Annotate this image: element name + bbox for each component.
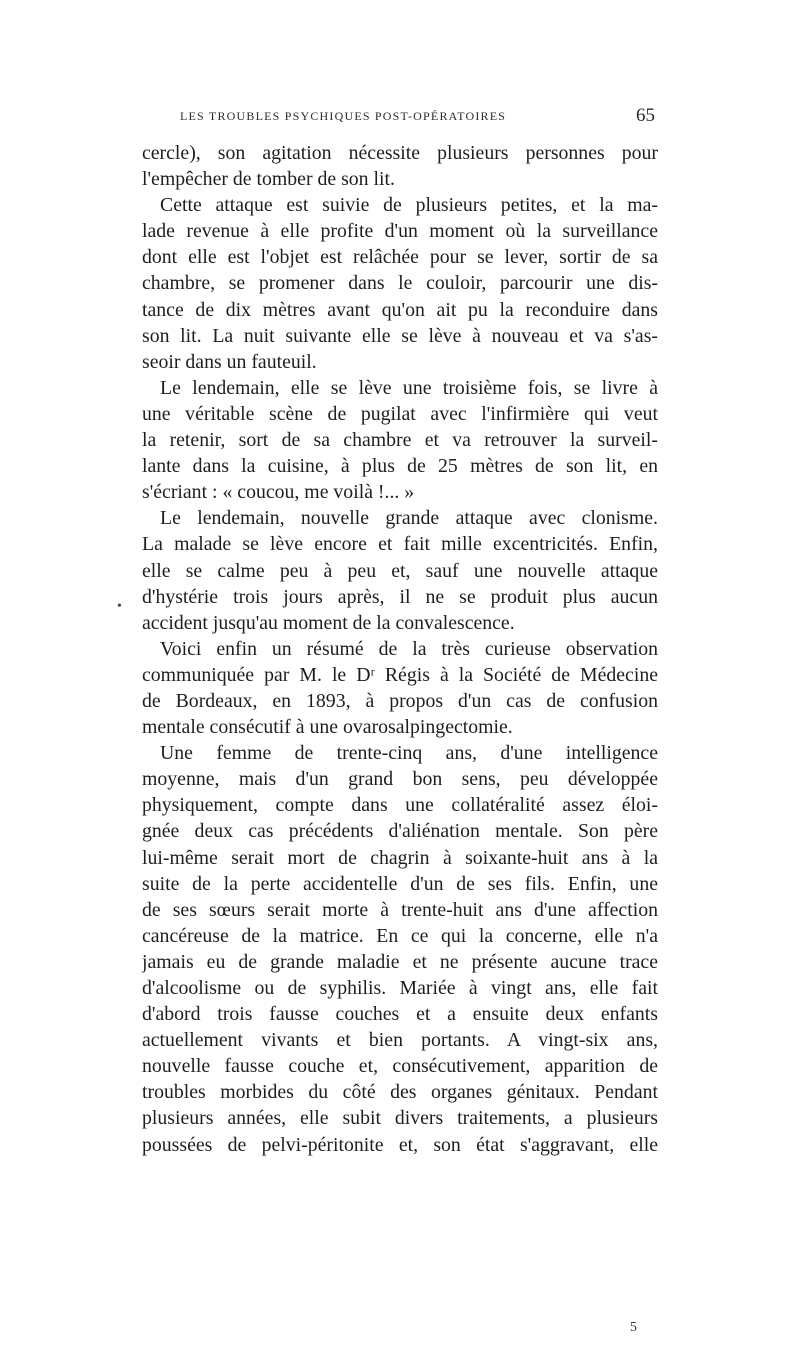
text-line: cercle), son agitation nécessite plusieurs personnes pour xyxy=(142,142,658,164)
text-line: nouvelle fausse couche et, consécutivement, apparition de xyxy=(142,1055,658,1078)
text-line: de Bordeaux, en 1893, à propos d'un cas de confusion xyxy=(142,689,658,712)
text-line: son lit. La nuit suivante elle se lève à nouveau et va s'as- xyxy=(142,324,658,347)
text-line: dont elle est l'objet est relâchée pour se lever, sortir de sa xyxy=(142,246,658,269)
text-line: lade revenue à elle profite d'un moment où la surveillance xyxy=(142,220,658,243)
text-line: s'écriant : « coucou, me voilà !... » xyxy=(142,481,415,504)
text-line: cancéreuse de la matrice. En ce qui la concerne, elle n'a xyxy=(142,924,658,947)
paragraph xyxy=(142,636,658,740)
text-line: accident jusqu'au moment de la convalescence. xyxy=(142,611,515,634)
text-line: Le lendemain, nouvelle grande attaque avec clonisme. xyxy=(160,507,658,530)
text-line: poussées de pelvi-péritonite et, son état s'aggravant, elle xyxy=(142,1133,658,1156)
text-line: gnée deux cas précédents d'aliénation mentale. Son père xyxy=(142,820,658,843)
running-title: LES TROUBLES PSYCHIQUES POST-OPÉRATOIRES xyxy=(180,109,507,123)
text-line: lui-même serait mort de chagrin à soixante-huit ans à la xyxy=(142,846,658,869)
paragraph xyxy=(142,375,658,505)
text-line: seoir dans un fauteuil. xyxy=(142,350,317,373)
text-line: suite de la perte accidentelle d'un de ses fils. Enfin, une xyxy=(142,872,658,895)
running-head xyxy=(160,105,655,129)
text-line: d'alcoolisme ou de syphilis. Mariée à vingt ans, elle fait xyxy=(142,977,658,999)
text-line: actuellement vivants et bien portants. A vingt-six ans, xyxy=(142,1029,658,1052)
text-line: moyenne, mais d'un grand bon sens, peu développée xyxy=(142,768,658,791)
text-line: troubles morbides du côté des organes génitaux. Pendant xyxy=(142,1081,658,1104)
paragraph xyxy=(142,740,658,1158)
paragraph xyxy=(142,505,658,635)
text-line: lante dans la cuisine, à plus de 25 mètres de son lit, en xyxy=(142,455,658,478)
text-line: Voici enfin un résumé de la très curieuse observation xyxy=(160,637,658,660)
text-line: d'hystérie trois jours après, il ne se produit plus aucun xyxy=(142,585,658,608)
text-line: d'abord trois fausse couches et a ensuite deux enfants xyxy=(142,1003,658,1026)
paragraph xyxy=(142,140,658,192)
text-line: Cette attaque est suivie de plusieurs petites, et la ma- xyxy=(160,194,658,217)
text-line: tance de dix mètres avant qu'on ait pu la reconduire dans xyxy=(142,298,658,321)
margin-mark: • xyxy=(117,599,122,614)
text-line: physiquement, compte dans une collatéralité assez éloi- xyxy=(142,794,658,817)
text-line: Une femme de trente-cinq ans, d'une intelligence xyxy=(160,742,658,765)
text-line: jamais eu de grande maladie et ne présente aucune trace xyxy=(142,950,658,973)
text-line: Le lendemain, elle se lève une troisième fois, se livre à xyxy=(160,376,658,399)
text-line: une véritable scène de pugilat avec l'infirmière qui veut xyxy=(142,402,658,425)
text-line: elle se calme peu à peu et, sauf une nouvelle attaque xyxy=(142,559,658,582)
body-text xyxy=(142,140,658,1158)
signature-mark: 5 xyxy=(630,1320,637,1335)
text-line: communiquée par M. le Dʳ Régis à la Société de Médecine xyxy=(142,663,658,686)
text-line: de ses sœurs serait morte à trente-huit ans d'une affection xyxy=(142,898,658,921)
text-line: mentale consécutif à une ovarosalpingectomie. xyxy=(142,716,513,739)
text-line: chambre, se promener dans le couloir, parcourir une dis- xyxy=(142,272,658,295)
text-line: l'empêcher de tomber de son lit. xyxy=(142,168,395,191)
page-number: 65 xyxy=(636,105,655,126)
text-line: la retenir, sort de sa chambre et va retrouver la surveil- xyxy=(142,429,658,452)
paragraph xyxy=(142,192,658,375)
text-line: La malade se lève encore et fait mille excentricités. Enfin, xyxy=(142,533,658,556)
text-line: plusieurs années, elle subit divers traitements, a plusieurs xyxy=(142,1107,658,1130)
